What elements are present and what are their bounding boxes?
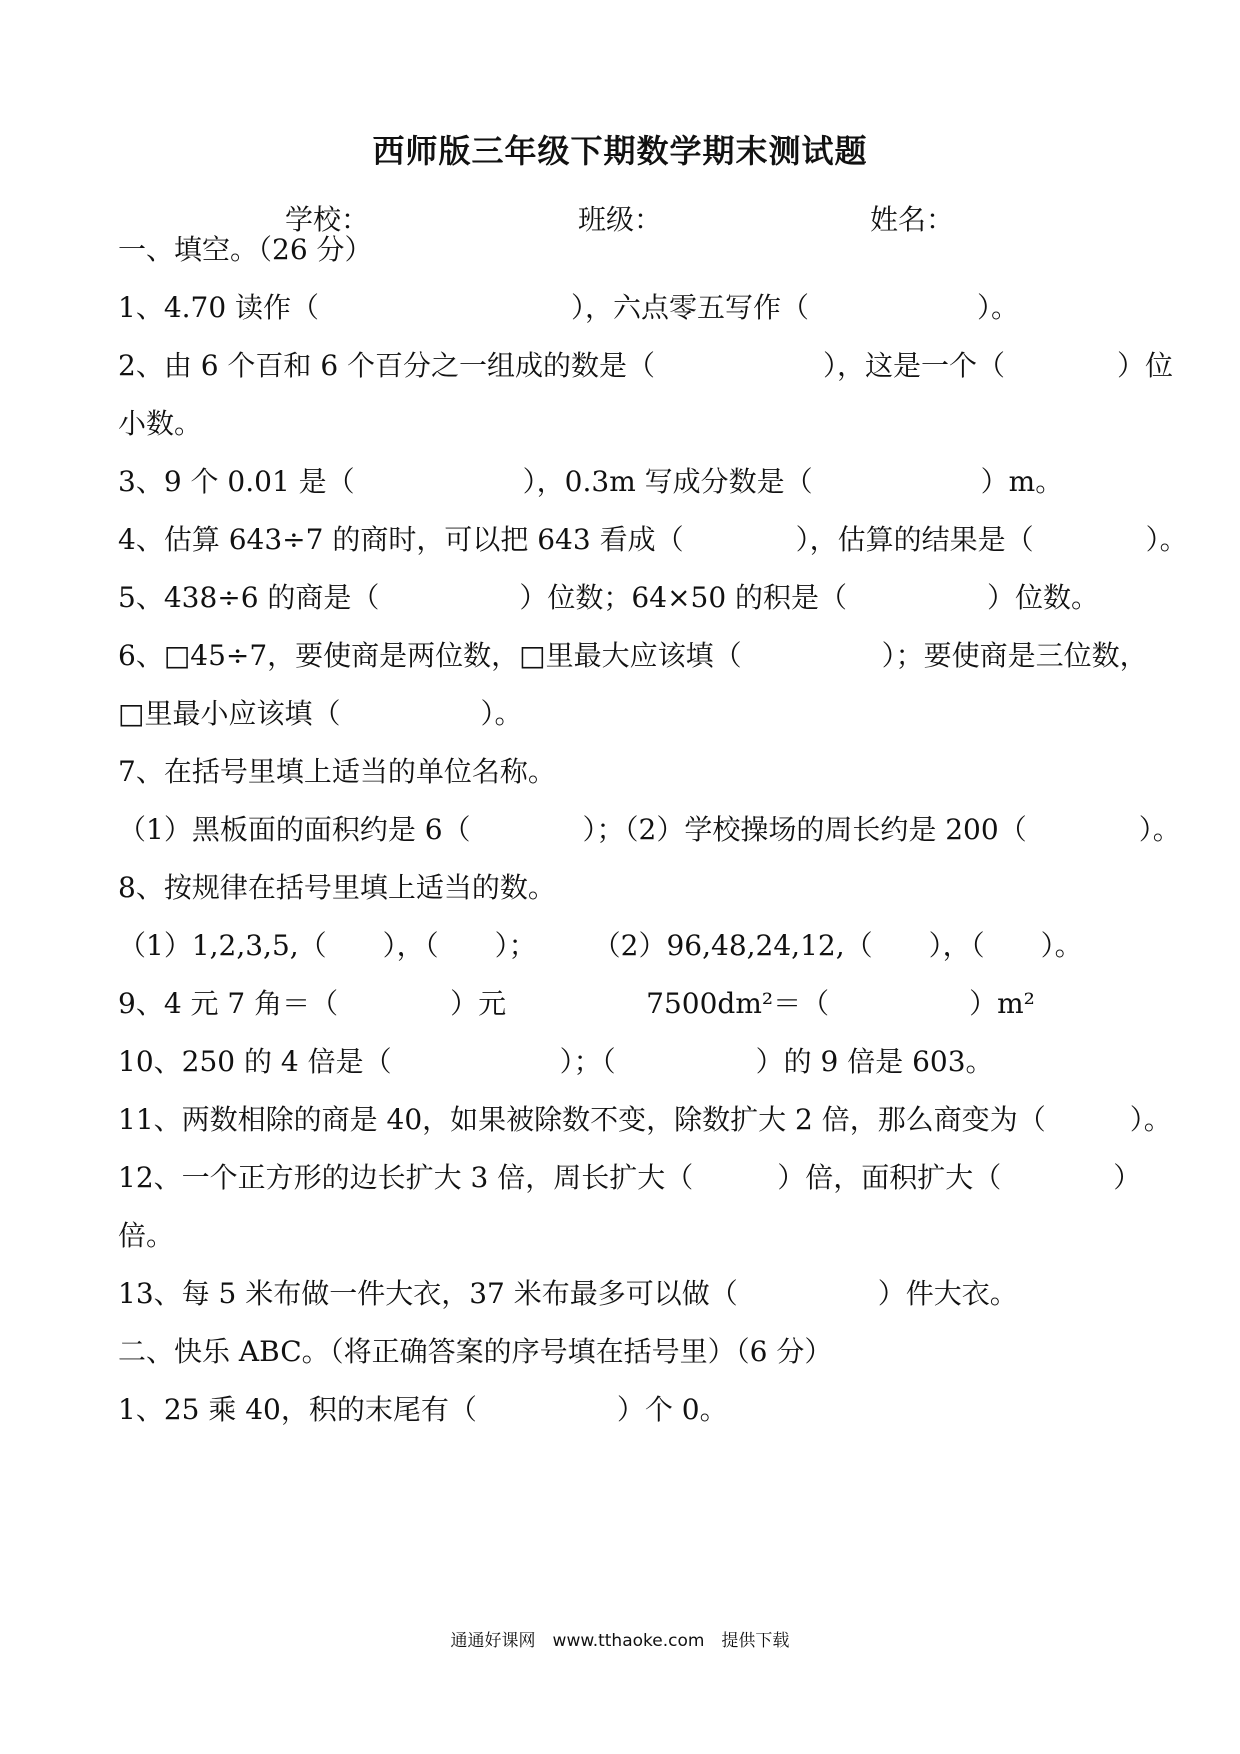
- school-field-label: 学校：: [285, 203, 370, 236]
- question-10: 10、250 的 4 倍是（ ）；（ ）的 9 倍是 603。: [118, 1045, 994, 1078]
- question-7-parts: （1）黑板面的面积约是 6（ ）；（2）学校操场的周长约是 200（ ）。: [118, 813, 1181, 846]
- question-11: 11、两数相除的商是 40，如果被除数不变，除数扩大 2 倍，那么商变为（ ）。: [118, 1103, 1172, 1136]
- question-1: 1、4.70 读作（ ），六点零五写作（ ）。: [118, 291, 1020, 324]
- class-field-label: 班级：: [578, 203, 663, 236]
- question-7: 7、在括号里填上适当的单位名称。: [118, 755, 556, 788]
- question-6: 6、□45÷7，要使商是两位数，□里最大应该填（ ）；要使商是三位数，: [118, 639, 1148, 672]
- question-12: 12、一个正方形的边长扩大 3 倍，周长扩大（ ）倍，面积扩大（ ）: [118, 1161, 1142, 1194]
- question-4: 4、估算 643÷7 的商时，可以把 643 看成（ ），估算的结果是（ ）。: [118, 523, 1188, 556]
- choice-question-1: 1、25 乘 40，积的末尾有（ ）个 0。: [118, 1393, 728, 1426]
- section-heading-fill-blank: 一、填空。（26 分）: [118, 233, 373, 266]
- question-5: 5、438÷6 的商是（ ）位数；64×50 的积是（ ）位数。: [118, 581, 1100, 614]
- question-3: 3、9 个 0.01 是（ ），0.3m 写成分数是（ ）m。: [118, 465, 1064, 498]
- section-heading-multiple-choice: 二、快乐 ABC。（将正确答案的序号填在括号里）（6 分）: [118, 1335, 833, 1368]
- question-13: 13、每 5 米布做一件大衣，37 米布最多可以做（ ）件大衣。: [118, 1277, 1018, 1310]
- name-field-label: 姓名：: [870, 203, 955, 236]
- question-2: 2、由 6 个百和 6 个百分之一组成的数是（ ），这是一个（ ）位: [118, 349, 1174, 382]
- question-6-continued: □里最小应该填（ ）。: [118, 697, 523, 730]
- page-title: 西师版三年级下期数学期末测试题: [372, 132, 868, 170]
- question-12-continued: 倍。: [118, 1219, 175, 1252]
- footer-source: 通通好课网 www.tthaoke.com 提供下载: [450, 1631, 790, 1651]
- question-8: 8、按规律在括号里填上适当的数。: [118, 871, 556, 904]
- question-9: 9、4 元 7 角＝（ ）元 7500dm²＝（ ）m²: [118, 987, 1035, 1020]
- question-2-continued: 小数。: [118, 407, 203, 440]
- question-8-parts: （1）1,2,3,5,（ ），（ ）； （2）96,48,24,12,（ ），（ ）。: [118, 929, 1083, 962]
